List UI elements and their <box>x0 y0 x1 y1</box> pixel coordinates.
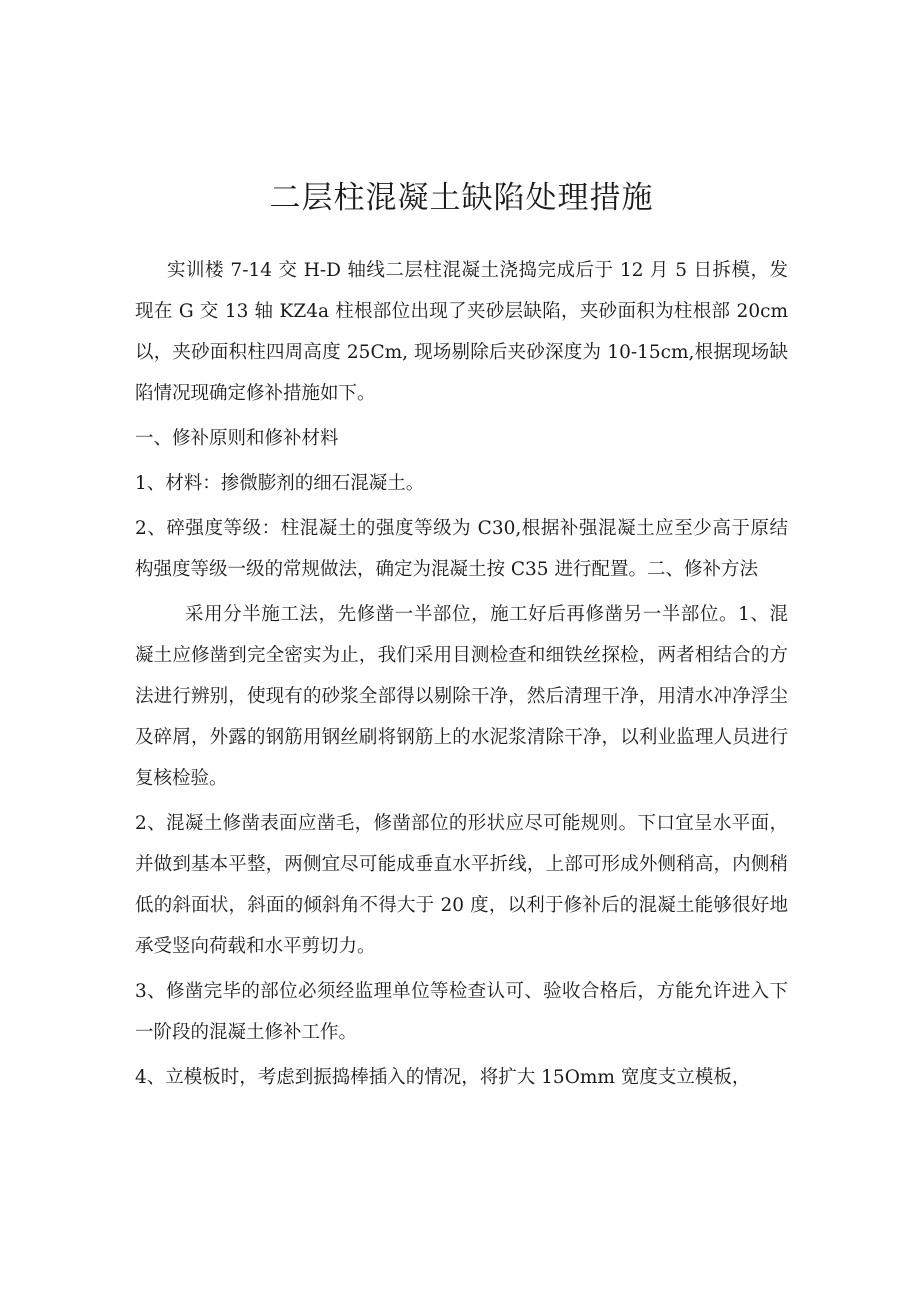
paragraph-method-step-4: 4、立模板时，考虑到振捣棒插入的情况，将扩大 15Omm 宽度支立模板， <box>135 1067 751 1088</box>
paragraph-strength-grade: 2、碎强度等级：柱混凝土的强度等级为 C30,根据补强混凝土应至少高于原结构强度等级一级的常规做法，确定为混凝土按 C35 进行配置。二、修补方法 <box>135 518 788 580</box>
paragraph-method-step-1: 采用分半施工法，先修凿一半部位，施工好后再修凿另一半部位。1、混凝土应修凿到完全密实为止，我们采用目测检查和细铁丝探检，两者相结合的方法进行辨别，使现有的砂浆全部得以剔除干净，然后清理干净，用清水冲净浮尘及碎屑，外露的钢筋用钢丝刷将钢筋上的水泥浆清除干净，以利业监理人员进行复核检验。 <box>135 604 788 789</box>
section-heading-1: 一、修补原则和修补材料 <box>135 428 339 449</box>
paragraph-intro: 实训楼 7-14 交 H-D 轴线二层柱混凝土浇捣完成后于 12 月 5 日拆模，发现在 G 交 13 轴 KZ4a 柱根部位出现了夹砂层缺陷，夹砂面积为柱根部 20cm 以，夹砂面积柱四周高度 25Cm, 现场剔除后夹砂深度为 10-15cm,根据现场缺陷情况现确定修补措施如下。 <box>135 260 788 404</box>
paragraph-method-step-2: 2、混凝土修凿表面应凿毛，修凿部位的形状应尽可能规则。下口宜呈水平面，并做到基本平整，两侧宜尽可能成垂直水平折线，上部可形成外侧稍高，内侧稍低的斜面状，斜面的倾斜角不得大于 20 度，以利于修补后的混凝土能够很好地承受竖向荷载和水平剪切力。 <box>135 813 788 957</box>
document-title: 二层柱混凝土缺陷处理措施 <box>269 180 654 216</box>
paragraph-method-step-3: 3、修凿完毕的部位必须经监理单位等检查认可、验收合格后，方能允许进入下一阶段的混凝土修补工作。 <box>135 981 788 1043</box>
document-body <box>135 250 788 1098</box>
paragraph-material: 1、材料：掺微膨剂的细石混凝土。 <box>135 473 425 494</box>
